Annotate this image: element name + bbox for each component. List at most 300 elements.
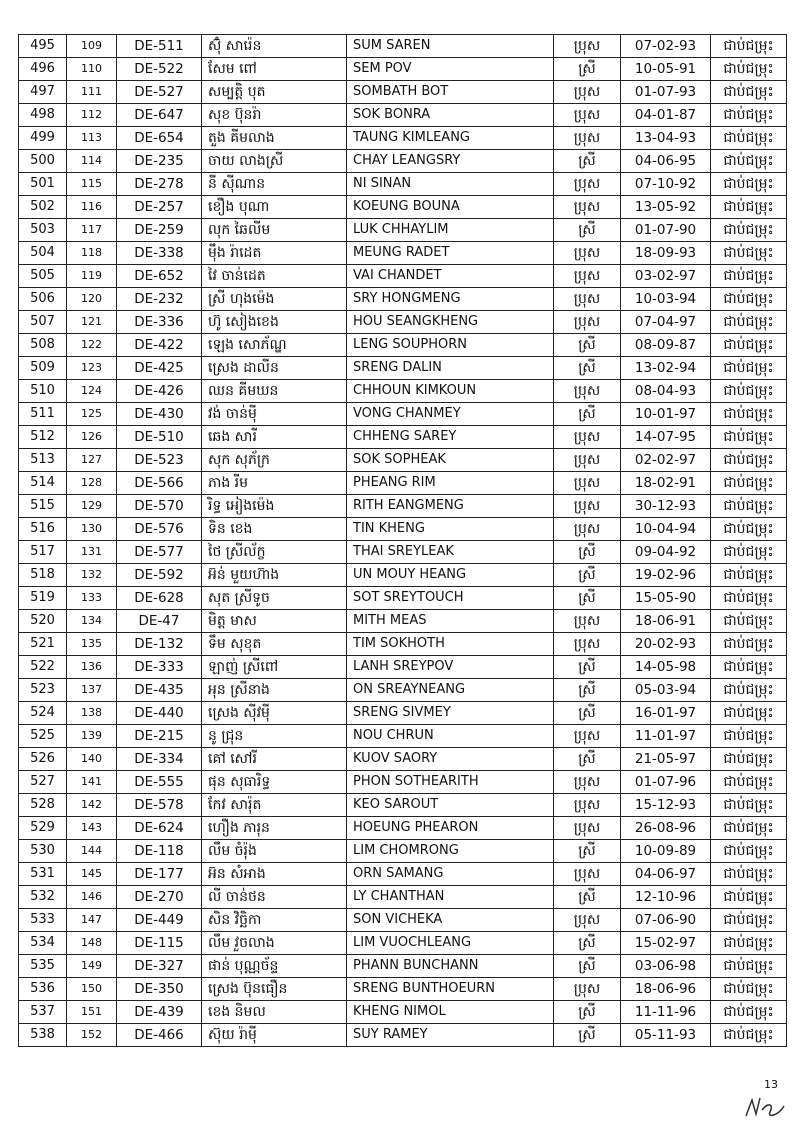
candidate-code-cell: DE-628 xyxy=(117,587,202,610)
khmer-name-cell: ថៃ ស្រីល័ក្ខ xyxy=(202,541,347,564)
result-cell: ជាប់ជម្រុះ xyxy=(711,541,787,564)
result-cell: ជាប់ជម្រុះ xyxy=(711,771,787,794)
table-row xyxy=(19,242,787,265)
latin-name-cell: LENG SOUPHORN xyxy=(347,334,554,357)
candidate-results-table xyxy=(18,34,787,1047)
result-cell: ជាប់ជម្រុះ xyxy=(711,311,787,334)
date-of-birth-cell: 10-05-91 xyxy=(621,58,711,81)
table-row xyxy=(19,104,787,127)
date-of-birth-cell: 26-08-96 xyxy=(621,817,711,840)
date-of-birth-cell: 07-02-93 xyxy=(621,35,711,58)
candidate-code-cell: DE-624 xyxy=(117,817,202,840)
candidate-code-cell: DE-555 xyxy=(117,771,202,794)
table-row xyxy=(19,771,787,794)
row-number-cell: 502 xyxy=(19,196,67,219)
sub-number-cell: 142 xyxy=(67,794,117,817)
sub-number-cell: 143 xyxy=(67,817,117,840)
page-number: 13 xyxy=(764,1078,778,1091)
date-of-birth-cell: 04-06-97 xyxy=(621,863,711,886)
row-number-cell: 519 xyxy=(19,587,67,610)
date-of-birth-cell: 11-01-97 xyxy=(621,725,711,748)
result-cell: ជាប់ជម្រុះ xyxy=(711,886,787,909)
table-row xyxy=(19,518,787,541)
result-cell: ជាប់ជម្រុះ xyxy=(711,978,787,1001)
khmer-name-cell: ស្រេង ស៊ីវម៉ី xyxy=(202,702,347,725)
latin-name-cell: HOU SEANGKHENG xyxy=(347,311,554,334)
khmer-name-cell: រិទ្ធ អៀងម៉េង xyxy=(202,495,347,518)
candidate-code-cell: DE-440 xyxy=(117,702,202,725)
candidate-code-cell: DE-527 xyxy=(117,81,202,104)
row-number-cell: 496 xyxy=(19,58,67,81)
table-row xyxy=(19,311,787,334)
gender-cell: ប្រុស xyxy=(554,518,621,541)
candidate-code-cell: DE-235 xyxy=(117,150,202,173)
result-cell: ជាប់ជម្រុះ xyxy=(711,564,787,587)
result-cell: ជាប់ជម្រុះ xyxy=(711,863,787,886)
sub-number-cell: 148 xyxy=(67,932,117,955)
gender-cell: ស្រី xyxy=(554,58,621,81)
gender-cell: ប្រុស xyxy=(554,288,621,311)
khmer-name-cell: សុត ស្រីទូច xyxy=(202,587,347,610)
row-number-cell: 506 xyxy=(19,288,67,311)
row-number-cell: 509 xyxy=(19,357,67,380)
date-of-birth-cell: 05-03-94 xyxy=(621,679,711,702)
latin-name-cell: SRENG BUNTHOEURN xyxy=(347,978,554,1001)
sub-number-cell: 152 xyxy=(67,1024,117,1047)
latin-name-cell: SOMBATH BOT xyxy=(347,81,554,104)
candidate-code-cell: DE-435 xyxy=(117,679,202,702)
result-cell: ជាប់ជម្រុះ xyxy=(711,817,787,840)
result-cell: ជាប់ជម្រុះ xyxy=(711,127,787,150)
table-row xyxy=(19,633,787,656)
gender-cell: ប្រុស xyxy=(554,173,621,196)
gender-cell: ប្រុស xyxy=(554,633,621,656)
row-number-cell: 510 xyxy=(19,380,67,403)
latin-name-cell: KHENG NIMOL xyxy=(347,1001,554,1024)
sub-number-cell: 150 xyxy=(67,978,117,1001)
date-of-birth-cell: 09-04-92 xyxy=(621,541,711,564)
candidate-code-cell: DE-576 xyxy=(117,518,202,541)
table-row xyxy=(19,909,787,932)
table-row xyxy=(19,748,787,771)
khmer-name-cell: ខេង និមល xyxy=(202,1001,347,1024)
result-cell: ជាប់ជម្រុះ xyxy=(711,656,787,679)
table-row xyxy=(19,495,787,518)
gender-cell: ប្រុស xyxy=(554,104,621,127)
date-of-birth-cell: 01-07-90 xyxy=(621,219,711,242)
table-row xyxy=(19,334,787,357)
sub-number-cell: 149 xyxy=(67,955,117,978)
sub-number-cell: 144 xyxy=(67,840,117,863)
table-row xyxy=(19,1001,787,1024)
khmer-name-cell: ចាយ លាងស្រី xyxy=(202,150,347,173)
khmer-name-cell: លី ចាន់ថន xyxy=(202,886,347,909)
result-cell: ជាប់ជម្រុះ xyxy=(711,748,787,771)
sub-number-cell: 136 xyxy=(67,656,117,679)
latin-name-cell: KUOV SAORY xyxy=(347,748,554,771)
khmer-name-cell: សែម ពៅ xyxy=(202,58,347,81)
gender-cell: ប្រុស xyxy=(554,725,621,748)
latin-name-cell: SUM SAREN xyxy=(347,35,554,58)
latin-name-cell: PHANN BUNCHANN xyxy=(347,955,554,978)
result-cell: ជាប់ជម្រុះ xyxy=(711,81,787,104)
row-number-cell: 518 xyxy=(19,564,67,587)
gender-cell: ប្រុស xyxy=(554,863,621,886)
latin-name-cell: LIM VUOCHLEANG xyxy=(347,932,554,955)
khmer-name-cell: នី ស៊ីណាន xyxy=(202,173,347,196)
gender-cell: ស្រី xyxy=(554,403,621,426)
khmer-name-cell: លុក ឆៃលីម xyxy=(202,219,347,242)
gender-cell: ស្រី xyxy=(554,150,621,173)
candidate-code-cell: DE-177 xyxy=(117,863,202,886)
table-row xyxy=(19,955,787,978)
sub-number-cell: 137 xyxy=(67,679,117,702)
latin-name-cell: SUY RAMEY xyxy=(347,1024,554,1047)
latin-name-cell: CHHOUN KIMKOUN xyxy=(347,380,554,403)
table-row xyxy=(19,35,787,58)
date-of-birth-cell: 01-07-96 xyxy=(621,771,711,794)
sub-number-cell: 132 xyxy=(67,564,117,587)
khmer-name-cell: មិត្ត មាស xyxy=(202,610,347,633)
result-cell: ជាប់ជម្រុះ xyxy=(711,633,787,656)
date-of-birth-cell: 01-07-93 xyxy=(621,81,711,104)
row-number-cell: 495 xyxy=(19,35,67,58)
khmer-name-cell: វង់ ចាន់មុី xyxy=(202,403,347,426)
sub-number-cell: 126 xyxy=(67,426,117,449)
latin-name-cell: SOT SREYTOUCH xyxy=(347,587,554,610)
row-number-cell: 538 xyxy=(19,1024,67,1047)
gender-cell: ស្រី xyxy=(554,748,621,771)
latin-name-cell: KOEUNG BOUNA xyxy=(347,196,554,219)
table-row xyxy=(19,265,787,288)
table-row xyxy=(19,219,787,242)
gender-cell: ប្រុស xyxy=(554,426,621,449)
row-number-cell: 516 xyxy=(19,518,67,541)
date-of-birth-cell: 13-05-92 xyxy=(621,196,711,219)
date-of-birth-cell: 11-11-96 xyxy=(621,1001,711,1024)
candidate-code-cell: DE-232 xyxy=(117,288,202,311)
date-of-birth-cell: 14-05-98 xyxy=(621,656,711,679)
candidate-code-cell: DE-652 xyxy=(117,265,202,288)
gender-cell: ប្រុស xyxy=(554,794,621,817)
khmer-name-cell: អ៊ន់ មួយហ៊ាង xyxy=(202,564,347,587)
result-cell: ជាប់ជម្រុះ xyxy=(711,403,787,426)
table-row xyxy=(19,150,787,173)
sub-number-cell: 140 xyxy=(67,748,117,771)
candidate-code-cell: DE-426 xyxy=(117,380,202,403)
table-row xyxy=(19,886,787,909)
table-row xyxy=(19,817,787,840)
date-of-birth-cell: 15-05-90 xyxy=(621,587,711,610)
result-cell: ជាប់ជម្រុះ xyxy=(711,380,787,403)
sub-number-cell: 127 xyxy=(67,449,117,472)
date-of-birth-cell: 18-02-91 xyxy=(621,472,711,495)
candidate-code-cell: DE-425 xyxy=(117,357,202,380)
gender-cell: ស្រី xyxy=(554,334,621,357)
khmer-name-cell: លឹម វួចលាង xyxy=(202,932,347,955)
candidate-code-cell: DE-511 xyxy=(117,35,202,58)
gender-cell: ស្រី xyxy=(554,357,621,380)
table-row xyxy=(19,794,787,817)
latin-name-cell: LANH SREYPOV xyxy=(347,656,554,679)
date-of-birth-cell: 07-04-97 xyxy=(621,311,711,334)
gender-cell: ប្រុស xyxy=(554,610,621,633)
latin-name-cell: UN MOUY HEANG xyxy=(347,564,554,587)
table-row xyxy=(19,541,787,564)
khmer-name-cell: ខឿង បុណា xyxy=(202,196,347,219)
row-number-cell: 536 xyxy=(19,978,67,1001)
sub-number-cell: 141 xyxy=(67,771,117,794)
date-of-birth-cell: 30-12-93 xyxy=(621,495,711,518)
row-number-cell: 531 xyxy=(19,863,67,886)
sub-number-cell: 111 xyxy=(67,81,117,104)
gender-cell: ប្រុស xyxy=(554,81,621,104)
row-number-cell: 524 xyxy=(19,702,67,725)
row-number-cell: 497 xyxy=(19,81,67,104)
khmer-name-cell: កែវ សារ៉ុត xyxy=(202,794,347,817)
candidate-code-cell: DE-647 xyxy=(117,104,202,127)
gender-cell: ស្រី xyxy=(554,219,621,242)
result-cell: ជាប់ជម្រុះ xyxy=(711,955,787,978)
result-cell: ជាប់ជម្រុះ xyxy=(711,794,787,817)
row-number-cell: 508 xyxy=(19,334,67,357)
candidate-code-cell: DE-510 xyxy=(117,426,202,449)
latin-name-cell: NOU CHRUN xyxy=(347,725,554,748)
table-row xyxy=(19,840,787,863)
sub-number-cell: 112 xyxy=(67,104,117,127)
row-number-cell: 521 xyxy=(19,633,67,656)
gender-cell: ប្រុស xyxy=(554,265,621,288)
latin-name-cell: SEM POV xyxy=(347,58,554,81)
candidate-code-cell: DE-118 xyxy=(117,840,202,863)
latin-name-cell: THAI SREYLEAK xyxy=(347,541,554,564)
results-sheet xyxy=(18,34,786,1047)
result-cell: ជាប់ជម្រុះ xyxy=(711,288,787,311)
sub-number-cell: 129 xyxy=(67,495,117,518)
sub-number-cell: 125 xyxy=(67,403,117,426)
latin-name-cell: SOK BONRA xyxy=(347,104,554,127)
khmer-name-cell: ផាន់ បុណ្ណច័ន្ទ xyxy=(202,955,347,978)
result-cell: ជាប់ជម្រុះ xyxy=(711,173,787,196)
result-cell: ជាប់ជម្រុះ xyxy=(711,150,787,173)
row-number-cell: 507 xyxy=(19,311,67,334)
date-of-birth-cell: 04-01-87 xyxy=(621,104,711,127)
result-cell: ជាប់ជម្រុះ xyxy=(711,587,787,610)
latin-name-cell: LY CHANTHAN xyxy=(347,886,554,909)
table-row xyxy=(19,357,787,380)
gender-cell: ប្រុស xyxy=(554,978,621,1001)
khmer-name-cell: ឈន គីមឃន xyxy=(202,380,347,403)
row-number-cell: 520 xyxy=(19,610,67,633)
latin-name-cell: SRENG DALIN xyxy=(347,357,554,380)
table-row xyxy=(19,725,787,748)
sub-number-cell: 138 xyxy=(67,702,117,725)
candidate-code-cell: DE-215 xyxy=(117,725,202,748)
khmer-name-cell: ស្រី ហុងម៉េង xyxy=(202,288,347,311)
gender-cell: ស្រី xyxy=(554,656,621,679)
gender-cell: ស្រី xyxy=(554,932,621,955)
latin-name-cell: VONG CHANMEY xyxy=(347,403,554,426)
candidate-code-cell: DE-350 xyxy=(117,978,202,1001)
date-of-birth-cell: 18-06-91 xyxy=(621,610,711,633)
khmer-name-cell: ទឹម សុខុត xyxy=(202,633,347,656)
date-of-birth-cell: 19-02-96 xyxy=(621,564,711,587)
khmer-name-cell: វៃ ចាន់ដេត xyxy=(202,265,347,288)
table-row xyxy=(19,1024,787,1047)
table-row xyxy=(19,127,787,150)
sub-number-cell: 123 xyxy=(67,357,117,380)
sub-number-cell: 145 xyxy=(67,863,117,886)
row-number-cell: 530 xyxy=(19,840,67,863)
gender-cell: ស្រី xyxy=(554,1001,621,1024)
table-row xyxy=(19,610,787,633)
row-number-cell: 525 xyxy=(19,725,67,748)
latin-name-cell: LUK CHHAYLIM xyxy=(347,219,554,242)
candidate-code-cell: DE-278 xyxy=(117,173,202,196)
date-of-birth-cell: 05-11-93 xyxy=(621,1024,711,1047)
row-number-cell: 527 xyxy=(19,771,67,794)
result-cell: ជាប់ជម្រុះ xyxy=(711,1024,787,1047)
khmer-name-cell: ស៊ុយ រ៉ាមុី xyxy=(202,1024,347,1047)
khmer-name-cell: នូ ជ្រុន xyxy=(202,725,347,748)
table-row xyxy=(19,587,787,610)
row-number-cell: 514 xyxy=(19,472,67,495)
khmer-name-cell: ឡេង សោភ័ណ្ឌ xyxy=(202,334,347,357)
candidate-code-cell: DE-259 xyxy=(117,219,202,242)
khmer-name-cell: សុខ ប៊ុនរ៉ា xyxy=(202,104,347,127)
table-row xyxy=(19,679,787,702)
sub-number-cell: 147 xyxy=(67,909,117,932)
candidate-code-cell: DE-570 xyxy=(117,495,202,518)
latin-name-cell: KEO SAROUT xyxy=(347,794,554,817)
sub-number-cell: 128 xyxy=(67,472,117,495)
khmer-name-cell: អ៊ន សំអាង xyxy=(202,863,347,886)
result-cell: ជាប់ជម្រុះ xyxy=(711,1001,787,1024)
candidate-code-cell: DE-439 xyxy=(117,1001,202,1024)
candidate-code-cell: DE-654 xyxy=(117,127,202,150)
gender-cell: ស្រី xyxy=(554,679,621,702)
table-row xyxy=(19,472,787,495)
table-row xyxy=(19,173,787,196)
latin-name-cell: LIM CHOMRONG xyxy=(347,840,554,863)
row-number-cell: 499 xyxy=(19,127,67,150)
table-row xyxy=(19,702,787,725)
date-of-birth-cell: 15-12-93 xyxy=(621,794,711,817)
gender-cell: ប្រុស xyxy=(554,196,621,219)
khmer-name-cell: ហ៊ូ សៀងខេង xyxy=(202,311,347,334)
candidate-code-cell: DE-336 xyxy=(117,311,202,334)
table-row xyxy=(19,426,787,449)
candidate-code-cell: DE-257 xyxy=(117,196,202,219)
gender-cell: ប្រុស xyxy=(554,909,621,932)
sub-number-cell: 130 xyxy=(67,518,117,541)
table-row xyxy=(19,196,787,219)
candidate-code-cell: DE-115 xyxy=(117,932,202,955)
sub-number-cell: 110 xyxy=(67,58,117,81)
result-cell: ជាប់ជម្រុះ xyxy=(711,357,787,380)
result-cell: ជាប់ជម្រុះ xyxy=(711,58,787,81)
khmer-name-cell: ភាង រីម xyxy=(202,472,347,495)
row-number-cell: 511 xyxy=(19,403,67,426)
gender-cell: ប្រុស xyxy=(554,472,621,495)
date-of-birth-cell: 18-06-96 xyxy=(621,978,711,1001)
table-row xyxy=(19,656,787,679)
date-of-birth-cell: 02-02-97 xyxy=(621,449,711,472)
gender-cell: ស្រី xyxy=(554,840,621,863)
gender-cell: ប្រុស xyxy=(554,817,621,840)
candidate-code-cell: DE-270 xyxy=(117,886,202,909)
row-number-cell: 512 xyxy=(19,426,67,449)
result-cell: ជាប់ជម្រុះ xyxy=(711,702,787,725)
gender-cell: ប្រុស xyxy=(554,242,621,265)
result-cell: ជាប់ជម្រុះ xyxy=(711,265,787,288)
result-cell: ជាប់ជម្រុះ xyxy=(711,334,787,357)
candidate-code-cell: DE-132 xyxy=(117,633,202,656)
result-cell: ជាប់ជម្រុះ xyxy=(711,679,787,702)
date-of-birth-cell: 12-10-96 xyxy=(621,886,711,909)
row-number-cell: 535 xyxy=(19,955,67,978)
candidate-code-cell: DE-422 xyxy=(117,334,202,357)
result-cell: ជាប់ជម្រុះ xyxy=(711,495,787,518)
khmer-name-cell: ឡាញ់ ស្រីពៅ xyxy=(202,656,347,679)
date-of-birth-cell: 21-05-97 xyxy=(621,748,711,771)
gender-cell: ប្រុស xyxy=(554,35,621,58)
sub-number-cell: 135 xyxy=(67,633,117,656)
row-number-cell: 500 xyxy=(19,150,67,173)
sub-number-cell: 116 xyxy=(67,196,117,219)
table-row xyxy=(19,81,787,104)
latin-name-cell: RITH EANGMENG xyxy=(347,495,554,518)
candidate-code-cell: DE-47 xyxy=(117,610,202,633)
khmer-name-cell: ស៊ុំ សារ៉េន xyxy=(202,35,347,58)
result-cell: ជាប់ជម្រុះ xyxy=(711,518,787,541)
khmer-name-cell: សុក សុភ័ក្រ xyxy=(202,449,347,472)
result-cell: ជាប់ជម្រុះ xyxy=(711,35,787,58)
sub-number-cell: 146 xyxy=(67,886,117,909)
row-number-cell: 505 xyxy=(19,265,67,288)
date-of-birth-cell: 03-02-97 xyxy=(621,265,711,288)
row-number-cell: 533 xyxy=(19,909,67,932)
gender-cell: ស្រី xyxy=(554,1024,621,1047)
row-number-cell: 517 xyxy=(19,541,67,564)
table-row xyxy=(19,449,787,472)
candidate-code-cell: DE-577 xyxy=(117,541,202,564)
result-cell: ជាប់ជម្រុះ xyxy=(711,196,787,219)
sub-number-cell: 139 xyxy=(67,725,117,748)
sub-number-cell: 134 xyxy=(67,610,117,633)
date-of-birth-cell: 07-10-92 xyxy=(621,173,711,196)
candidate-code-cell: DE-334 xyxy=(117,748,202,771)
sub-number-cell: 151 xyxy=(67,1001,117,1024)
latin-name-cell: TIM SOKHOTH xyxy=(347,633,554,656)
date-of-birth-cell: 10-09-89 xyxy=(621,840,711,863)
sub-number-cell: 124 xyxy=(67,380,117,403)
khmer-name-cell: ឆេង សារី xyxy=(202,426,347,449)
gender-cell: ស្រី xyxy=(554,955,621,978)
gender-cell: ប្រុស xyxy=(554,311,621,334)
khmer-name-cell: ម៉ឹង រ៉ាដេត xyxy=(202,242,347,265)
result-cell: ជាប់ជម្រុះ xyxy=(711,242,787,265)
result-cell: ជាប់ជម្រុះ xyxy=(711,219,787,242)
row-number-cell: 528 xyxy=(19,794,67,817)
sub-number-cell: 119 xyxy=(67,265,117,288)
sub-number-cell: 117 xyxy=(67,219,117,242)
candidate-code-cell: DE-466 xyxy=(117,1024,202,1047)
row-number-cell: 534 xyxy=(19,932,67,955)
latin-name-cell: MITH MEAS xyxy=(347,610,554,633)
row-number-cell: 529 xyxy=(19,817,67,840)
date-of-birth-cell: 10-03-94 xyxy=(621,288,711,311)
